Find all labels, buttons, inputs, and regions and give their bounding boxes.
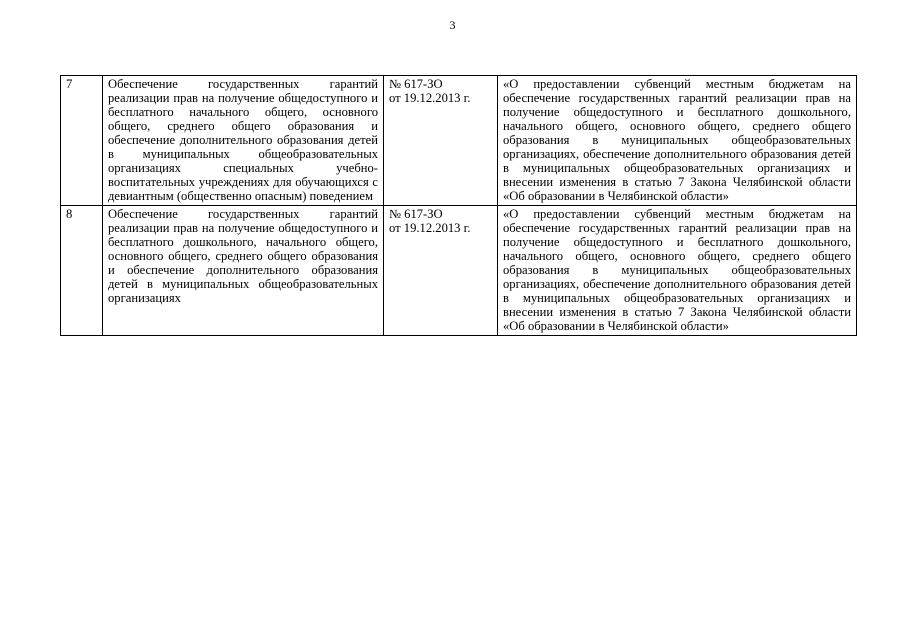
table-row xyxy=(61,206,857,336)
law-reference xyxy=(384,76,498,206)
row-number: 7 xyxy=(61,76,103,206)
law-date: от 19.12.2013 г. xyxy=(389,221,471,235)
law-reference xyxy=(384,206,498,336)
table-row xyxy=(61,76,857,206)
programs-table xyxy=(60,75,857,336)
law-number: № 617-ЗО xyxy=(389,207,443,221)
law-number: № 617-ЗО xyxy=(389,77,443,91)
row-number: 8 xyxy=(61,206,103,336)
program-title: Обеспечение государственных гарантий реализации прав на получение общедоступного и бесплатного дошкольного, начального общего, основного общего, среднего общего образования и обеспечение дополнительного образования детей в муниципальных общеобразовательных организациях xyxy=(103,206,384,336)
law-description: «О предоставлении субвенций местным бюджетам на обеспечение государственных гарантий реализации прав на получение общедоступного и бесплатного дошкольного, начального общего, основного общего, среднего общего образования в муниципальных общеобразовательных организациях, обеспечение дополнительного образования детей в муниципальных общеобразовательных организациях и внесении изменения в статью 7 Закона Челябинской области «Об образовании в Челябинской области» xyxy=(498,76,857,206)
law-date: от 19.12.2013 г. xyxy=(389,91,471,105)
page-number: 3 xyxy=(449,18,456,32)
program-title: Обеспечение государственных гарантий реализации прав на получение общедоступного и бесплатного начального общего, основного общего, среднего общего образования и обеспечение дополнительного образования детей в муниципальных общеобразовательных организациях специальных учебно-воспитательных учреждениях для обучающихся с девиантным (общественно опасным) поведением xyxy=(103,76,384,206)
law-description: «О предоставлении субвенций местным бюджетам на обеспечение государственных гарантий реализации прав на получение общедоступного и бесплатного дошкольного, начального общего, основного общего, среднего общего образования в муниципальных общеобразовательных организациях, обеспечение дополнительного образования детей в муниципальных общеобразовательных организациях и внесении изменения в статью 7 Закона Челябинской области «Об образовании в Челябинской области» xyxy=(498,206,857,336)
